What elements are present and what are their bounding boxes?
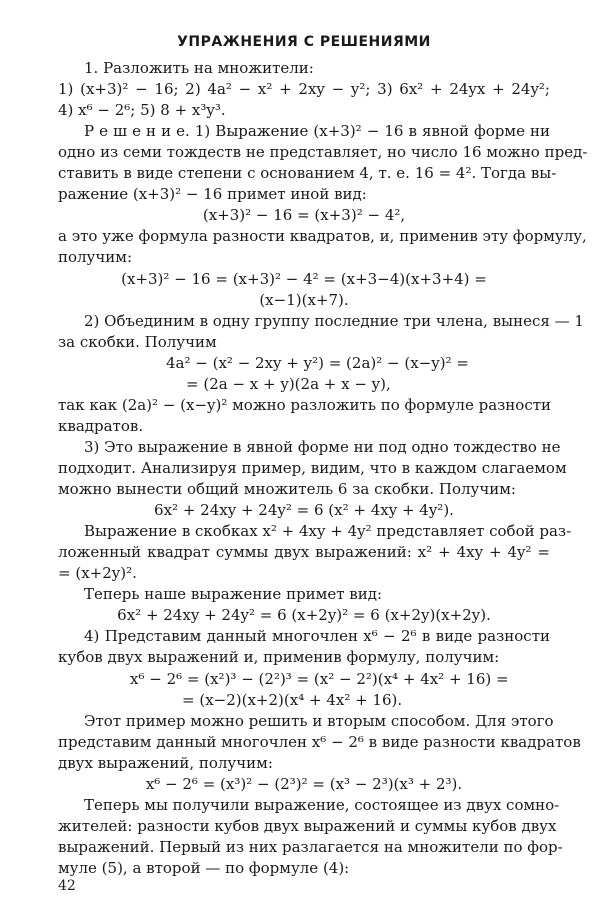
- exercise-items-line: 1) (x+3)² − 16; 2) 4a² − x² + 2xy − y²; 3) 6x² + 24yx + 24y²;: [58, 80, 550, 98]
- solution-text: 2) Объединим в одну группу последние три члена, вынеся — 1: [84, 312, 584, 330]
- solution-text: 3) Это выражение в явной форме ни под одно тождество не: [84, 438, 561, 456]
- solution-text: муле (5), а второй — по формуле (4):: [58, 859, 350, 877]
- solution-text: а это уже формула разности квадратов, и, применив эту формулу,: [58, 227, 587, 245]
- solution-text: за скобки. Получим: [58, 333, 217, 351]
- section-title: УПРАЖНЕНИЯ С РЕШЕНИЯМИ: [177, 34, 431, 50]
- solution-text: 4) Представим данный многочлен x⁶ − 2⁶ в виде разности: [84, 627, 550, 645]
- exercise-heading: 1. Разложить на множители:: [84, 59, 314, 77]
- solution-text: представим данный многочлен x⁶ − 2⁶ в виде разности квадратов: [58, 733, 581, 751]
- formula: x⁶ − 2⁶ = (x²)³ − (2²)³ = (x² − 2²)(x⁴ + 4x² + 16) =: [130, 670, 509, 688]
- formula: 6x² + 24xy + 24y² = 6 (x² + 4xy + 4y²).: [154, 501, 454, 519]
- formula: x⁶ − 2⁶ = (x³)² − (2³)² = (x³ − 2³)(x³ + 2³).: [145, 775, 463, 793]
- solution-text: получим:: [58, 248, 133, 266]
- formula: = (x−2)(x+2)(x⁴ + 4x² + 16).: [182, 691, 403, 709]
- exercise-items-line: 4) x⁶ − 2⁶; 5) 8 + x³y³.: [58, 101, 226, 119]
- formula: 4a² − (x² − 2xy + y²) = (2a)² − (x−y)² =: [166, 354, 469, 372]
- solution-text: ложенный квадрат суммы двух выражений: x² + 4xy + 4y² =: [58, 543, 550, 561]
- solution-text: Р е ш е н и е. 1) Выражение (x+3)² − 16 в явной форме ни: [84, 122, 550, 140]
- solution-text: Этот пример можно решить и вторым способом. Для этого: [84, 712, 554, 730]
- formula: (x+3)² − 16 = (x+3)² − 4² = (x+3−4)(x+3+4) =: [121, 270, 487, 288]
- solution-text: кубов двух выражений и, применив формулу, получим:: [58, 648, 500, 666]
- page-number: 42: [58, 878, 76, 894]
- solution-text: можно вынести общий множитель 6 за скобки. Получим:: [58, 480, 516, 498]
- solution-text: = (x+2y)².: [58, 564, 137, 582]
- solution-text: ражение (x+3)² − 16 примет иной вид:: [58, 185, 367, 203]
- solution-text: Теперь мы получили выражение, состоящее из двух сомно-: [84, 796, 560, 814]
- solution-text: одно из семи тождеств не представляет, но число 16 можно пред-: [58, 143, 588, 161]
- formula: (x+3)² − 16 = (x+3)² − 4²,: [202, 206, 406, 224]
- formula: (x−1)(x+7).: [259, 291, 349, 309]
- solution-text: выражений. Первый из них разлагается на множители по фор-: [58, 838, 563, 856]
- solution-text: двух выражений, получим:: [58, 754, 273, 772]
- solution-text: подходит. Анализируя пример, видим, что в каждом слагаемом: [58, 459, 567, 477]
- solution-text: ставить в виде степени с основанием 4, т. е. 16 = 4². Тогда вы-: [58, 164, 557, 182]
- solution-text: Теперь наше выражение примет вид:: [84, 585, 383, 603]
- solution-text: жителей: разности кубов двух выражений и суммы кубов двух: [58, 817, 557, 835]
- solution-text: Выражение в скобках x² + 4xy + 4y² представляет собой раз-: [84, 522, 572, 540]
- formula: = (2a − x + y)(2a + x − y),: [186, 375, 391, 393]
- formula: 6x² + 24xy + 24y² = 6 (x+2y)² = 6 (x+2y)(x+2y).: [117, 606, 491, 624]
- solution-text: квадратов.: [58, 417, 144, 435]
- solution-text: так как (2a)² − (x−y)² можно разложить по формуле разности: [58, 396, 552, 414]
